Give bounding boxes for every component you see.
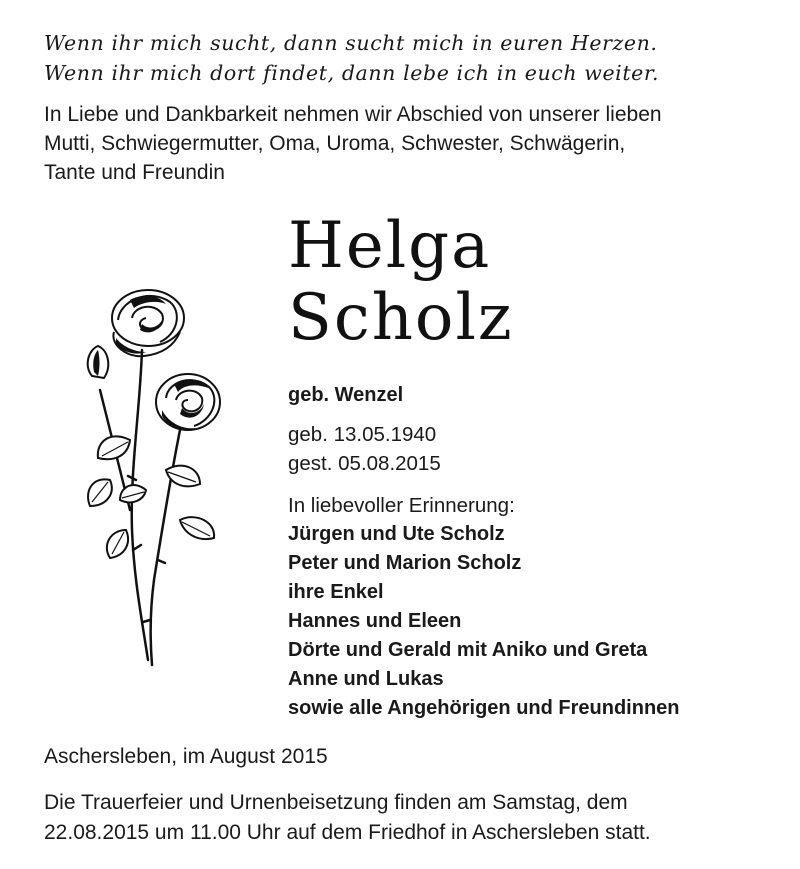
mourner-line: sowie alle Angehörigen und Freundinnen	[288, 697, 680, 719]
motto-quote	[44, 28, 659, 88]
birth-name: geb. Wenzel	[288, 384, 404, 406]
intro-text	[44, 100, 764, 187]
deceased-name	[288, 210, 514, 354]
rose-illustration-icon	[70, 280, 240, 670]
motto-line-2: Wenn ihr mich dort findet, dann lebe ich in euch weiter.	[44, 61, 660, 85]
birth-date: geb. 13.05.1940	[288, 423, 437, 446]
intro-line-1: In Liebe und Dankbarkeit nehmen wir Abschied von unserer lieben	[44, 103, 662, 126]
first-name: Helga	[288, 209, 492, 283]
last-name: Scholz	[288, 281, 514, 355]
life-dates	[288, 420, 680, 478]
funeral-line-1: Die Trauerfeier und Urnenbeisetzung finden am Samstag, dem	[44, 791, 628, 814]
place-date: Aschersleben, im August 2015	[44, 745, 328, 768]
mourner-line: Dörte und Gerald mit Aniko und Greta	[288, 639, 648, 661]
intro-line-3: Tante und Freundin	[44, 161, 225, 184]
mourners-title: In liebevoller Erinnerung:	[288, 494, 515, 517]
death-date: gest. 05.08.2015	[288, 452, 441, 475]
mourner-line: Peter und Marion Scholz	[288, 552, 522, 574]
mourner-line: Anne und Lukas	[288, 668, 444, 690]
intro-line-2: Mutti, Schwiegermutter, Oma, Uroma, Schwester, Schwägerin,	[44, 132, 626, 155]
details-column	[288, 380, 680, 723]
motto-line-1: Wenn ihr mich sucht, dann sucht mich in euren Herzen.	[44, 31, 658, 55]
mourner-line: ihre Enkel	[288, 581, 384, 603]
funeral-line-2: 22.08.2015 um 11.00 Uhr auf dem Friedhof in Aschersleben statt.	[44, 821, 651, 844]
mourner-line: Jürgen und Ute Scholz	[288, 523, 505, 545]
funeral-info	[44, 788, 764, 848]
mourner-line: Hannes und Eleen	[288, 610, 462, 632]
